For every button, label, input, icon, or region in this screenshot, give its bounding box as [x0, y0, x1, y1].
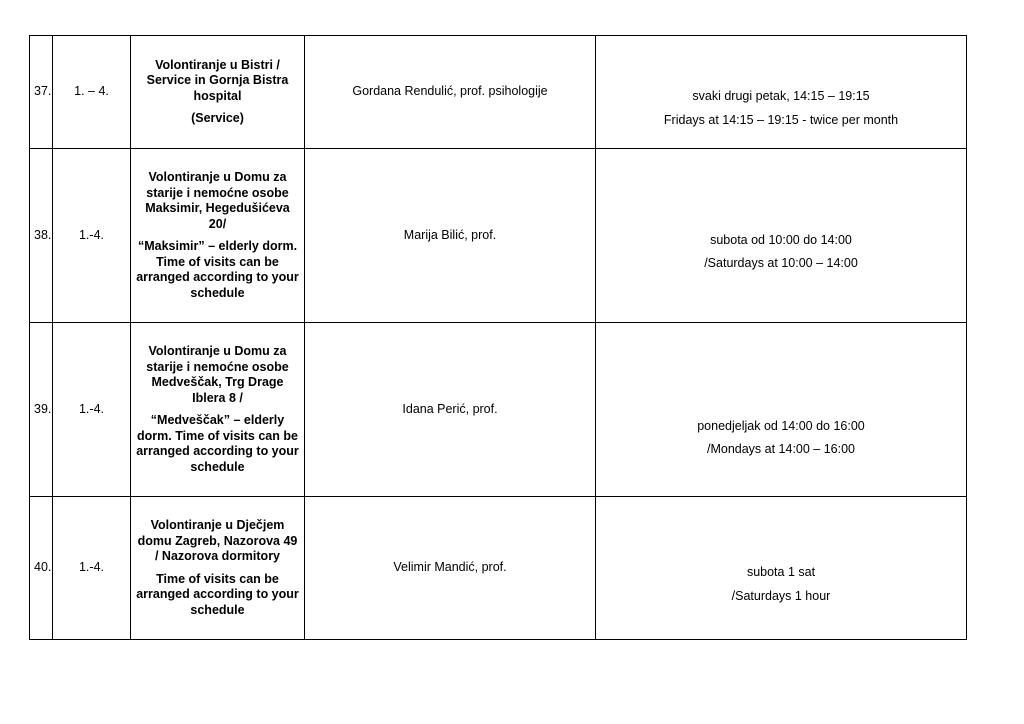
- activity-cell: [131, 497, 305, 640]
- row-number: 39.: [30, 323, 53, 497]
- table-row: [30, 497, 967, 640]
- activity-description-en: “Maksimir” – elderly dorm. Time of visits can be arranged according to your schedule: [136, 239, 299, 300]
- time-hr: svaki drugi petak, 14:15 – 19:15: [692, 89, 870, 103]
- grade-range: 1.-4.: [53, 497, 131, 640]
- grade-range: 1.-4.: [53, 323, 131, 497]
- time-en: /Mondays at 14:00 – 16:00: [706, 442, 856, 456]
- time-en: /Saturdays at 10:00 – 14:00: [704, 256, 858, 270]
- time-hr: ponedjeljak od 14:00 do 16:00: [697, 418, 865, 433]
- grade-range: 1.-4.: [53, 149, 131, 323]
- activity-description-hr: Volontiranje u Domu za starije i nemoćne osobe Maksimir, Hegedušićeva 20/: [145, 170, 290, 231]
- activity-cell: [131, 149, 305, 323]
- time-hr: subota 1 sat: [746, 565, 816, 579]
- activity-cell: [131, 323, 305, 497]
- row-number: 37.: [30, 36, 53, 149]
- table-row: [30, 149, 967, 323]
- table-row: [30, 36, 967, 149]
- activity-cell: [131, 36, 305, 149]
- schedule-table: [29, 35, 967, 640]
- time-cell: [596, 323, 967, 497]
- activity-description-en: (Service): [191, 111, 244, 125]
- time-en: Fridays at 14:15 – 19:15 - twice per month: [663, 112, 899, 127]
- activity-description-en: Time of visits can be arranged according to your schedule: [136, 571, 299, 617]
- time-hr: subota od 10:00 do 14:00: [710, 232, 852, 247]
- coordinator-name: Marija Bilić, prof.: [305, 149, 596, 323]
- activity-description-en: “Medveščak” – elderly dorm. Time of visits can be arranged according to your schedule: [136, 413, 299, 474]
- grade-range: 1. – 4.: [53, 36, 131, 149]
- activity-description-hr: Volontiranje u Bistri / Service in Gornja Bistra hospital: [146, 57, 289, 103]
- coordinator-name: Velimir Mandić, prof.: [305, 497, 596, 640]
- coordinator-name: Idana Perić, prof.: [305, 323, 596, 497]
- time-cell: [596, 149, 967, 323]
- time-cell: [596, 497, 967, 640]
- coordinator-name: Gordana Rendulić, prof. psihologije: [305, 36, 596, 149]
- activity-description-hr: Volontiranje u Domu za starije i nemoćne osobe Medveščak, Trg Drage Iblera 8 /: [146, 344, 289, 405]
- table-row: [30, 323, 967, 497]
- row-number: 40.: [30, 497, 53, 640]
- row-number: 38.: [30, 149, 53, 323]
- activity-description-hr: Volontiranje u Dječjem domu Zagreb, Nazorova 49 / Nazorova dormitory: [137, 518, 298, 563]
- time-en: /Saturdays 1 hour: [731, 588, 831, 603]
- time-cell: [596, 36, 967, 149]
